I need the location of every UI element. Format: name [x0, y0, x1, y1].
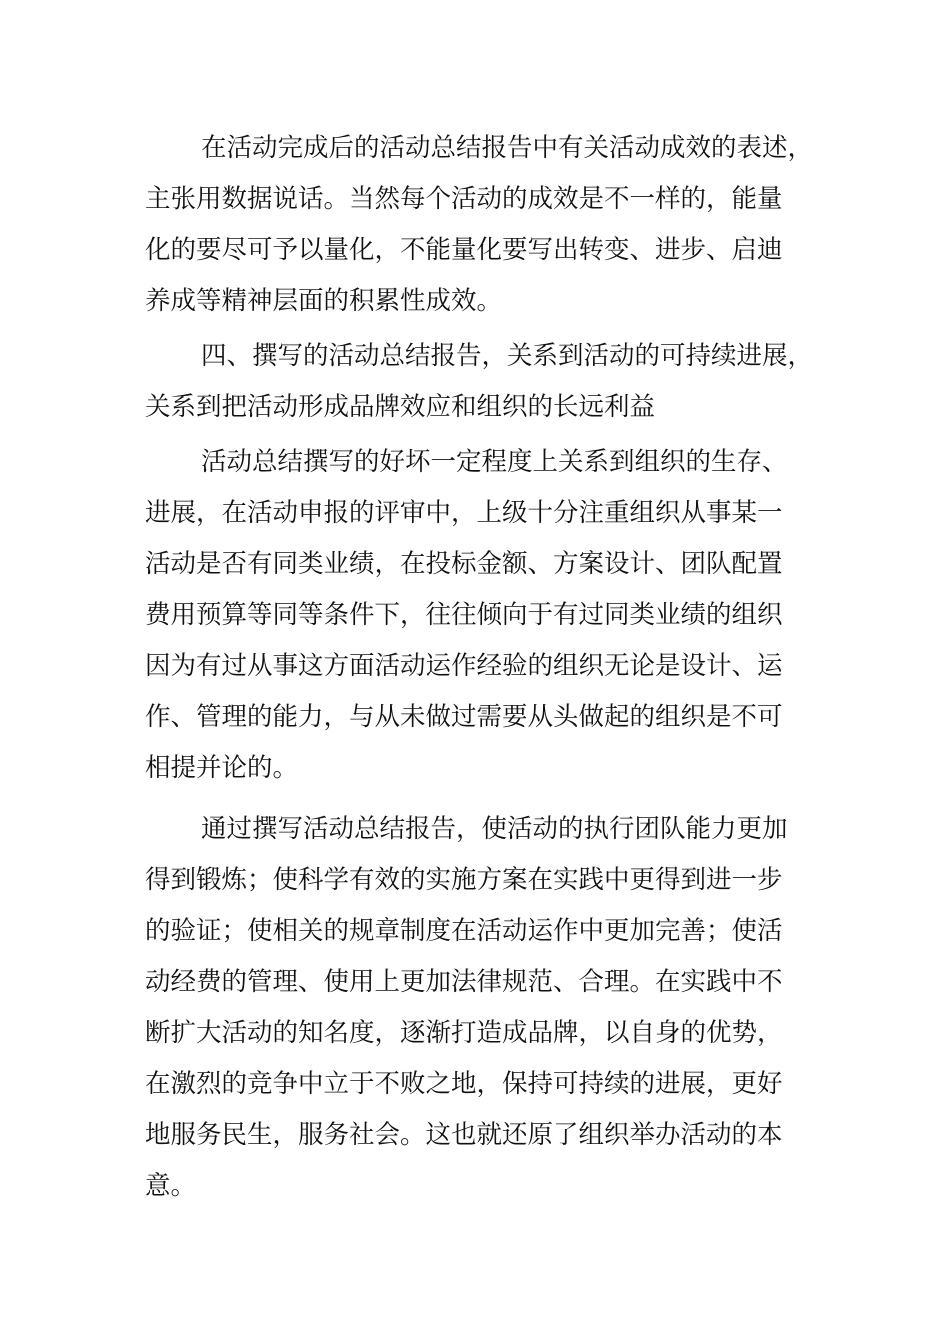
text-line: 活动总结撰写的好坏一定程度上关系到组织的生存、 [201, 447, 788, 477]
text-line: 进展，在活动申报的评审中，上级十分注重组织从事某一 [145, 498, 783, 528]
text-line: 作、管理的能力，与从未做过需要从头做起的组织是不可 [145, 702, 783, 732]
text-line: 通过撰写活动总结报告，使活动的执行团队能力更加 [201, 814, 788, 844]
text-line: 费用预算等同等条件下，往往倾向于有过同类业绩的组织 [145, 600, 783, 630]
text-line: 活动是否有同类业绩，在投标金额、方案设计、团队配置 [145, 549, 783, 579]
paragraph-report-benefits [145, 804, 809, 1212]
text-line: 养成等精神层面的积累性成效。 [145, 286, 503, 316]
text-line: 四、撰写的活动总结报告，关系到活动的可持续进展， [201, 341, 814, 371]
text-line: 意。 [145, 1171, 197, 1201]
section-heading-four [145, 331, 814, 433]
text-line: 得到锻炼；使科学有效的实施方案在实践中更得到进一步 [145, 865, 783, 895]
text-line: 动经费的管理、使用上更加法律规范、合理。在实践中不 [145, 967, 783, 997]
text-line: 断扩大活动的知名度，逐渐打造成品牌，以自身的优势， [145, 1018, 783, 1048]
text-line: 化的要尽可予以量化，不能量化要写出转变、进步、启迪 [145, 235, 783, 265]
text-line: 关系到把活动形成品牌效应和组织的长远利益 [145, 392, 656, 422]
text-line: 地服务民生，服务社会。这也就还原了组织举办活动的本 [145, 1120, 783, 1150]
text-line: 主张用数据说话。当然每个活动的成效是不一样的，能量 [145, 184, 783, 214]
text-line: 的验证；使相关的规章制度在活动运作中更加完善；使活 [145, 916, 783, 946]
text-line: 在激烈的竞争中立于不败之地，保持可持续的进展，更好 [145, 1069, 783, 1099]
document-body [145, 123, 814, 1212]
text-line: 相提并论的。 [145, 753, 299, 783]
paragraph-activity-results [145, 123, 814, 327]
text-line: 因为有过从事这方面活动运作经验的组织无论是设计、运 [145, 651, 783, 681]
paragraph-organization-survival [145, 437, 809, 794]
text-line: 在活动完成后的活动总结报告中有关活动成效的表述， [201, 133, 814, 163]
